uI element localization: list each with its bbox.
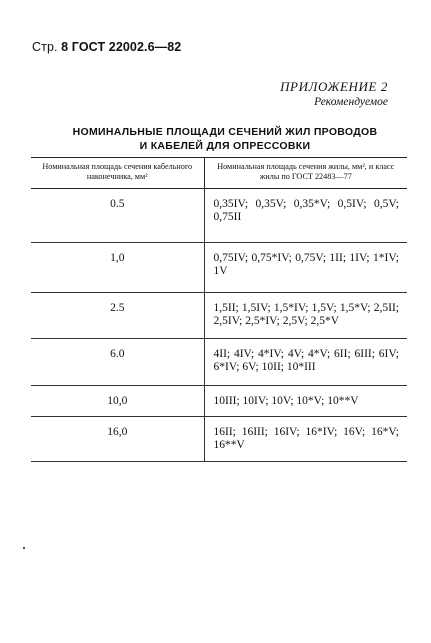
conductor-classes-cell: 16II; 16III; 16IV; 16*IV; 16V; 16*V; 16**V <box>204 417 407 462</box>
conductor-classes-cell: 10III; 10IV; 10V; 10*V; 10**V <box>204 386 407 417</box>
page-number: 8 <box>61 40 69 54</box>
scan-speck <box>23 547 25 549</box>
conductor-classes-cell: 0,75IV; 0,75*IV; 0,75V; 1II; 1IV; 1*IV; 1V <box>204 243 407 293</box>
conductor-classes-cell: 1,5II; 1,5IV; 1,5*IV; 1,5V; 1,5*V; 2,5II; 2,5IV; 2,5*IV; 2,5V; 2,5*V <box>204 293 407 339</box>
table-row <box>31 386 407 417</box>
conductor-classes-cell: 4II; 4IV; 4*IV; 4V; 4*V; 6II; 6III; 6IV; 6*IV; 6V; 10II; 10*III <box>204 339 407 386</box>
table-row <box>31 243 407 293</box>
appendix-subtitle: Рекомендуемое <box>314 96 388 108</box>
lug-area-cell: 10,0 <box>31 386 204 417</box>
lug-area-cell: 6.0 <box>31 339 204 386</box>
table-row <box>31 417 407 462</box>
table-header-row <box>31 158 407 189</box>
lug-area-cell: 2.5 <box>31 293 204 339</box>
page-word: Стр. <box>32 40 58 54</box>
table-heading <box>60 125 390 153</box>
appendix-title: ПРИЛОЖЕНИЕ 2 <box>280 79 388 94</box>
standard-code: ГОСТ 22002.6—82 <box>71 40 182 54</box>
table-row <box>31 339 407 386</box>
appendix-label <box>280 79 388 108</box>
cross-section-table <box>31 157 407 462</box>
lug-area-cell: 16,0 <box>31 417 204 462</box>
lug-area-cell: 0.5 <box>31 189 204 243</box>
page-header <box>32 40 181 54</box>
table-heading-line-2: И КАБЕЛЕЙ ДЛЯ ОПРЕССОВКИ <box>139 140 311 152</box>
table-row <box>31 189 407 243</box>
table-row <box>31 293 407 339</box>
lug-area-cell: 1,0 <box>31 243 204 293</box>
table-heading-line-1: НОМИНАЛЬНЫЕ ПЛОЩАДИ СЕЧЕНИЙ ЖИЛ ПРОВОДОВ <box>72 126 378 138</box>
conductor-classes-cell: 0,35IV; 0,35V; 0,35*V; 0,5IV; 0,5V; 0,75II <box>204 189 407 243</box>
column-header-lug-area: Номинальная площадь сечения кабельного наконечника, мм² <box>31 158 204 189</box>
column-header-conductor-area: Номинальная площадь сечения жилы, мм², и класс жилы по ГОСТ 22483—77 <box>204 158 407 189</box>
